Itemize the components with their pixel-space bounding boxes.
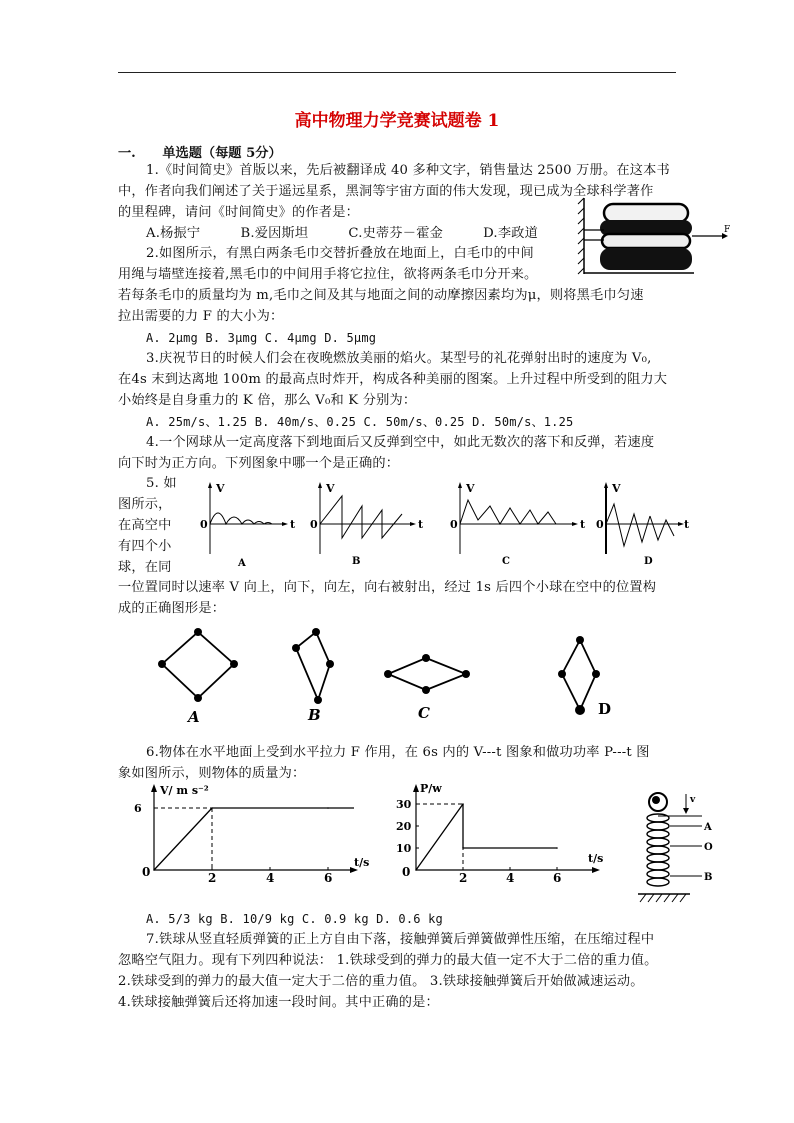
vt-ylabel: V/ m s⁻² [160,784,209,797]
graph-d-extension [650,500,690,560]
graph-a-label: A [238,558,246,569]
paper-title: 高中物理力学竞赛试题卷 1 [294,111,500,131]
shape-c-label: C [418,704,430,722]
graph-a-t: t [290,518,296,531]
q4-line-1: 4.一个网球从一定高度落下到地面后又反弹到空中，如此无数次的落下和反弹，若速度 [146,435,655,450]
shape-b [292,628,334,724]
graph-a [200,482,296,569]
pt-point-3 [556,847,558,849]
vt-point-0 [153,869,155,871]
vt-xtick-0: 2 [208,871,217,885]
q7-line-2: 忽略空气阻力。现有下列四种说法： 1.铁球受到的弹力的最大值一定不大于二倍的重力值。 [118,953,658,968]
shape-b-label: B [308,706,321,724]
q2-line-2: 用绳与墙壁连接着,黑毛巾的中间用手将它拉住，欲将两条毛巾分开来。 [118,267,538,282]
section-label: 单选题（每题 5分） [162,146,282,161]
pt-origin: 0 [402,865,411,879]
graph-d [596,482,653,567]
graph-a-v: V [216,482,225,495]
q5-side-2: 图所示， [118,497,172,512]
q6-options: A. 5/3 kg B. 10/9 kg C. 0.9 kg D. 0.6 kg [146,912,443,926]
q3-line-3: 小始终是自身重力的 K 倍，那么 V₀和 K 分别为： [118,393,417,408]
shape-d [558,636,611,718]
shape-d-label: D [598,700,612,718]
pt-chart [388,782,620,884]
q2-options: A. 2μmg B. 3μmg C. 4μmg D. 5μmg [146,331,377,345]
pt-ytick-0: 30 [396,798,412,811]
q6-line-2: 象如图所示，则物体的质量为： [118,766,306,781]
graph-c-v: V [466,482,475,495]
pt-segment-0 [416,804,463,870]
vt-origin: 0 [142,865,151,879]
q5-shapes [150,626,620,728]
q5-side-4: 有四个小 [118,539,172,554]
q7-line-1: 7.铁球从竖直轻质弹簧的正上方自由下落，接触弹簧后弹簧做弹性压缩，在压缩过程中 [146,932,655,947]
level-o-label: O [704,842,713,853]
graph-d-t: t [684,518,690,531]
q6-line-1: 6.物体在水平地面上受到水平拉力 F 作用，在 6s 内的 V---t 图象和做功功率 P---t 图 [146,745,650,760]
graph-a-origin: 0 [200,518,208,531]
pt-xtick-2: 6 [553,871,562,885]
towel-black-2 [600,248,692,270]
graph-b-t: t [418,518,424,531]
shape-c [384,654,470,722]
graph-c [450,482,586,567]
q4-graphs [196,480,656,572]
q3-line-1: 3.庆祝节日的时候人们会在夜晚燃放美丽的焰火。某型号的礼花弹射出时的速度为 V₀, [146,351,652,366]
graph-d-origin: 0 [596,518,604,531]
pt-ytick-1: 20 [396,820,412,833]
towel-figure [578,196,734,276]
spring-figure [630,790,720,910]
q2-line-1: 2.如图所示，有黑白两条毛巾交替折叠放在地面上，白毛巾的中间 [146,246,534,261]
vt-xtick-2: 6 [324,871,333,885]
graph-b-label: B [352,556,361,567]
shape-a [158,628,238,726]
graph-c-label: C [502,556,510,567]
q2-line-3: 若每条毛巾的质量均为 m,毛巾之间及其与地面之间的动摩擦因素均为μ，则将黑毛巾匀速 [118,288,644,303]
graph-b-origin: 0 [310,518,318,531]
level-a-label: A [704,822,712,833]
section-number: 一. [118,146,136,161]
q1-options: A.杨振宁 B.爱因斯坦 C.史蒂芬－霍金 D.李政道 [146,226,538,241]
pt-point-0 [415,869,417,871]
q7-line-3: 2.铁球受到的弹力的最大值一定大于二倍的重力值。 3.铁球接触弹簧后开始做减速运动。 [118,974,644,989]
header-rule [118,72,676,73]
pt-xlabel: t/s [588,852,604,865]
vt-chart [136,782,376,884]
q3-options: A. 25m/s、1.25 B. 40m/s、0.25 C. 50m/s、0.25 D. 50m/s、1.25 [146,415,574,429]
q1-line-3: 的里程碑，请问《时间简史》的作者是： [118,205,359,220]
q5-side-1: 5. 如 [146,476,177,491]
q3-line-2: 在4s 末到达离地 100m 的最高点时炸开，构成各种美丽的图案。上升过程中所受到的阻力大 [118,372,668,387]
section-heading [118,142,282,161]
q2-line-4: 拉出需要的力 F 的大小为： [118,309,284,324]
q7-line-4: 4.铁球接触弹簧后还将加速一段时间。其中正确的是： [118,995,439,1010]
graph-b [310,482,424,567]
q4-line-2: 向下时为正方向。下列图象中哪一个是正确的： [118,456,400,471]
pt-ylabel: P/w [420,782,442,795]
velocity-label: v [690,795,696,805]
towel-white-mid [602,234,690,248]
q5-side-5: 球，在同 [118,560,172,575]
graph-b-v: V [326,482,335,495]
vt-xlabel: t/s [354,856,370,869]
vt-segment-0 [154,808,212,870]
vt-xtick-1: 4 [266,871,275,885]
q1-line-2: 中，作者向我们阐述了关于遥远星系，黑洞等宇宙方面的伟大发现，现已成为全球科学著作 [118,184,654,199]
vt-ytick-0: 6 [134,802,142,815]
shape-a-label: A [188,708,200,726]
q1-line-1: 1.《时间简史》首版以来，先后被翻译成 40 多种文字，销售量达 2500 万册。在这本书 [146,163,670,178]
pt-xtick-0: 2 [459,871,468,885]
graph-c-t: t [580,518,586,531]
level-b-label: B [704,872,713,883]
graph-c-origin: 0 [450,518,458,531]
pt-ytick-2: 10 [396,842,412,855]
graph-d-label: D [644,556,653,567]
q5-line-6: 一位置同时以速率 V 向上，向下，向左，向右被射出，经过 1s 后四个小球在空中的位置构 [118,580,657,595]
graph-d-v: V [612,482,621,495]
pt-xtick-1: 4 [506,871,515,885]
force-label: F [724,225,731,235]
q5-side-3: 在高空中 [118,518,172,533]
q5-line-7: 成的正确图形是： [118,601,226,616]
towel-white-top [604,204,688,222]
